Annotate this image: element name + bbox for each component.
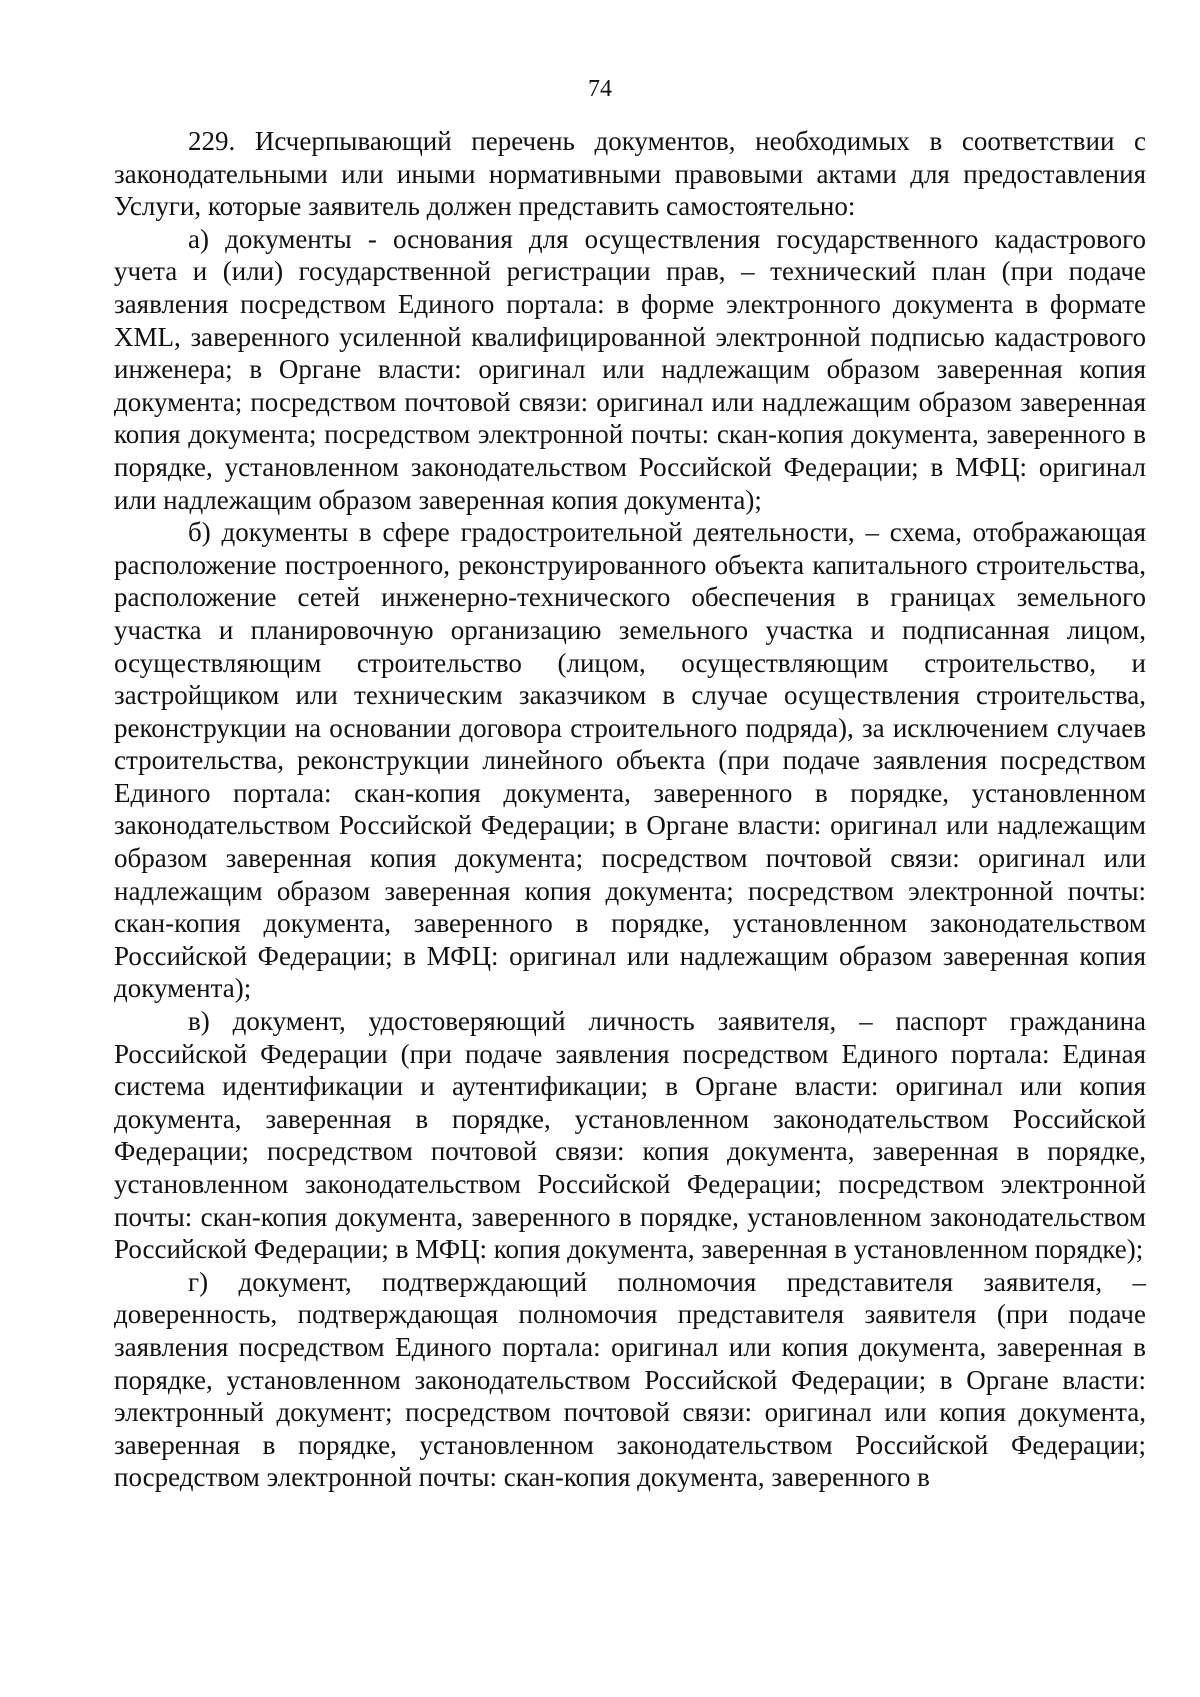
paragraph-item-a: а) документы - основания для осуществления государственного кадастрового учета и (или) государственной регистрации прав, – технический план (при подаче заявления посредством Единого портала: в форме электронного документа в формате XML, заверенного усиленной квалифицированной электронной подписью кадастрового инженера; в Органе власти: оригинал или надлежащим образом заверенная копия документа; посредством почтовой связи: оригинал или надлежащим образом заверенная копия документа; посредством электронной почты: скан-копия документа, заверенного в порядке, установленном законодательством Российской Федерации; в МФЦ: оригинал или надлежащим образом заверенная копия документа); <box>114 223 1146 515</box>
paragraph-item-g: г) документ, подтверждающий полномочия представителя заявителя, – доверенность, подтверждающая полномочия представителя заявителя (при подаче заявления посредством Единого портала: оригинал или копия документа, заверенная в порядке, установленном законодательством Российской Федерации; в Органе власти: электронный документ; посредством почтовой связи: оригинал или копия документа, заверенная в порядке, установленном законодательством Российской Федерации; посредством электронной почты: скан-копия документа, заверенного в <box>114 1266 1146 1493</box>
paragraph-229: 229. Исчерпывающий перечень документов, необходимых в соответствии с законодательными или иными нормативными правовыми актами для предоставления Услуги, которые заявитель должен представить самостоятельно: <box>114 126 1146 222</box>
document-body <box>114 125 1146 1494</box>
paragraph-item-v: в) документ, удостоверяющий личность заявителя, – паспорт гражданина Российской Федерации (при подаче заявления посредством Единого портала: Единая система идентификации и аутентификации; в Органе власти: оригинал или копия документа, заверенная в порядке, установленном законодательством Российской Федерации; посредством почтовой связи: копия документа, заверенная в порядке, установленном законодательством Российской Федерации; посредством электронной почты: скан-копия документа, заверенного в порядке, установленном законодательством Российской Федерации; в МФЦ: копия документа, заверенная в установленном порядке); <box>114 1006 1146 1265</box>
paragraph-item-b: б) документы в сфере градостроительной деятельности, – схема, отображающая расположение построенного, реконструированного объекта капитального строительства, расположение сетей инженерно-технического обеспечения в границах земельного участка и планировочную организацию земельного участка и подписанная лицом, осуществляющим строительство (лицом, осуществляющим строительство, и застройщиком или техническим заказчиком в случае осуществления строительства, реконструкции на основании договора строительного подряда), за исключением случаев строительства, реконструкции линейного объекта (при подаче заявления посредством Единого портала: скан-копия документа, заверенного в порядке, установленном законодательством Российской Федерации; в Органе власти: оригинал или надлежащим образом заверенная копия документа; посредством почтовой связи: оригинал или надлежащим образом заверенная копия документа; посредством электронной почты: скан-копия документа, заверенного в порядке, установленном законодательством Российской Федерации; в МФЦ: оригинал или надлежащим образом заверенная копия документа); <box>114 517 1146 1004</box>
page-number: 74 <box>588 76 612 102</box>
